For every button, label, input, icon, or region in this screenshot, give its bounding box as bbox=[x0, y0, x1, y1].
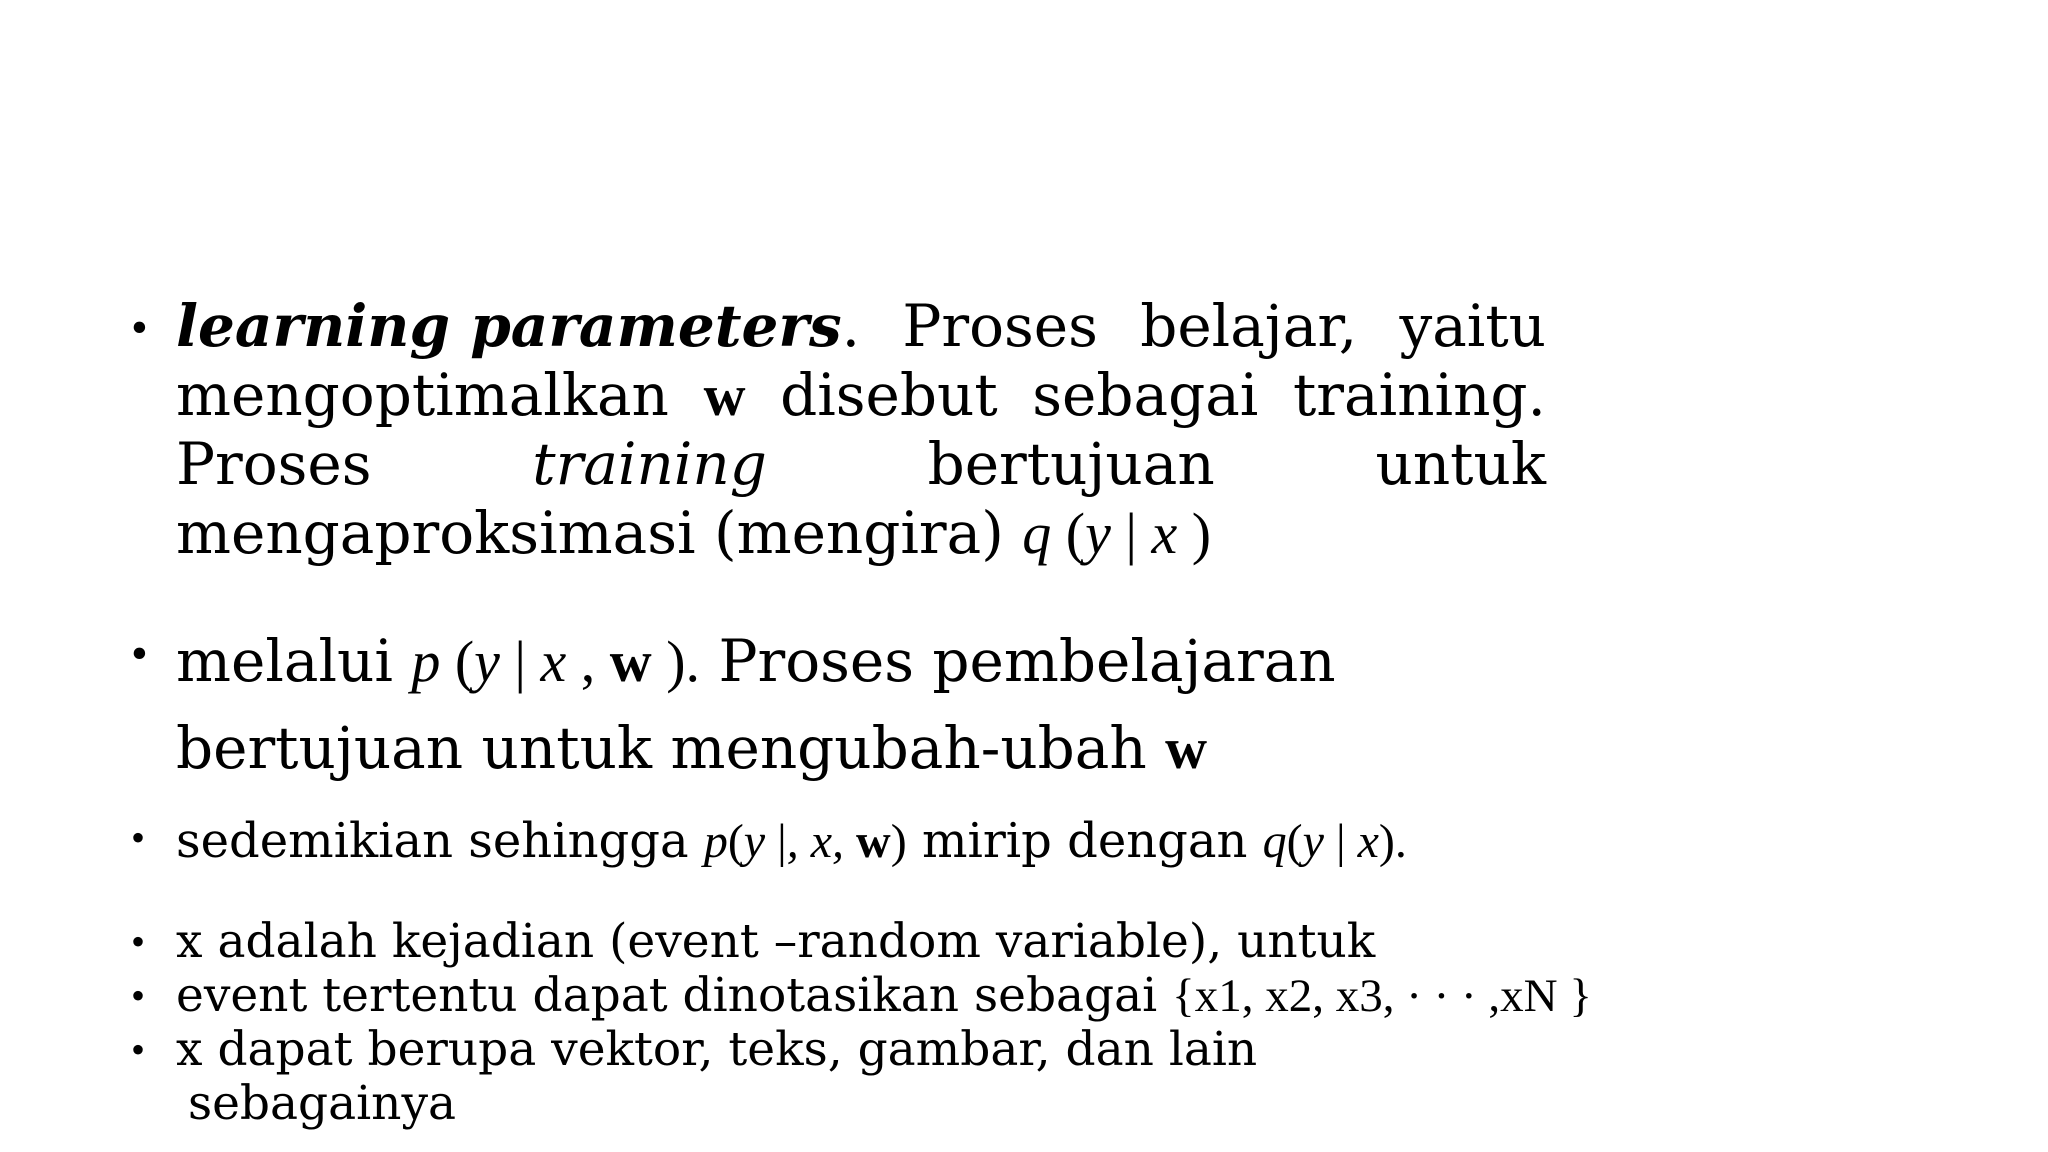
bullet-dot: • bbox=[131, 919, 146, 964]
math-x: x bbox=[1357, 815, 1379, 868]
bullet-text bbox=[176, 969, 1592, 1023]
line-1 bbox=[176, 618, 1336, 705]
math-w: w bbox=[609, 629, 652, 694]
math-w: w bbox=[1165, 716, 1208, 781]
word: mengoptimalkan bbox=[176, 361, 669, 429]
bullet-dot: • bbox=[131, 815, 146, 860]
line-2 bbox=[176, 361, 1546, 430]
math-close: ) bbox=[1177, 501, 1212, 566]
term-tail: . bbox=[841, 292, 861, 360]
math-space bbox=[844, 815, 856, 868]
set-notation: {x1, x2, x3, · · · ,xN } bbox=[1172, 970, 1592, 1022]
line-1 bbox=[176, 292, 1546, 361]
term-learning-parameters: learning parameters bbox=[176, 292, 842, 360]
line-2 bbox=[176, 705, 1336, 792]
math-close: ). bbox=[651, 629, 701, 694]
math-q: q bbox=[1262, 815, 1287, 868]
bullet-dot: • bbox=[131, 301, 148, 354]
math-w: w bbox=[703, 363, 746, 428]
line-1 bbox=[176, 812, 1407, 871]
math-x: x, bbox=[810, 815, 845, 868]
math-w: w bbox=[856, 815, 891, 868]
word-training: training bbox=[532, 430, 767, 498]
math-close: ) bbox=[890, 815, 907, 868]
bullet-text bbox=[176, 618, 1336, 792]
bullet-text bbox=[176, 812, 1407, 871]
text: x adalah kejadian (event –random variable), untuk bbox=[176, 914, 1376, 969]
text: bertujuan untuk mengubah-ubah bbox=[176, 714, 1166, 782]
word: Proses bbox=[902, 292, 1098, 360]
text: sedemikian sehingga bbox=[176, 813, 704, 869]
text: mirip dengan bbox=[906, 813, 1263, 869]
text: Proses pembelajaran bbox=[700, 627, 1336, 695]
word: sebagai bbox=[1032, 361, 1259, 429]
math-y: y bbox=[1302, 815, 1324, 868]
math-comma: , bbox=[566, 629, 610, 694]
math-y: y bbox=[474, 629, 500, 694]
math-open: ( bbox=[1051, 501, 1086, 566]
math-bar: | bbox=[1110, 501, 1152, 566]
word: Proses bbox=[176, 430, 372, 498]
bullet-dot: • bbox=[131, 1027, 146, 1072]
text: event tertentu dapat dinotasikan sebagai bbox=[176, 968, 1173, 1023]
math-bar: | bbox=[765, 815, 787, 868]
word: bertujuan bbox=[927, 430, 1215, 498]
math-bar: | bbox=[499, 629, 541, 694]
math-open: ( bbox=[1286, 815, 1303, 868]
math-bar: | bbox=[1323, 815, 1358, 868]
math-q: q bbox=[1022, 501, 1052, 566]
line-3 bbox=[176, 430, 1546, 499]
text: mengaproksimasi (mengira) bbox=[176, 499, 1023, 567]
bullet-text bbox=[176, 915, 1375, 969]
math-y: y bbox=[743, 815, 766, 868]
math-open: ( bbox=[727, 815, 744, 868]
word: training. bbox=[1293, 361, 1546, 429]
math-x: x bbox=[1151, 501, 1178, 566]
word: yaitu bbox=[1399, 292, 1546, 360]
word: untuk bbox=[1375, 430, 1546, 498]
term-group bbox=[176, 292, 860, 361]
math-p: p bbox=[411, 629, 441, 694]
text: melalui bbox=[176, 627, 412, 695]
math-y: y bbox=[1085, 501, 1111, 566]
math-x: x bbox=[540, 629, 567, 694]
line-1: x dapat berupa vektor, teks, gambar, dan lain bbox=[176, 1022, 1258, 1077]
math-comma: , bbox=[786, 815, 811, 868]
bullet-dot: • bbox=[131, 627, 148, 680]
bullet-text bbox=[176, 1023, 1257, 1131]
line-2: sebagainya bbox=[188, 1076, 457, 1131]
bullet-text bbox=[176, 292, 1546, 568]
bullet-dot: • bbox=[131, 973, 146, 1018]
math-close: ). bbox=[1378, 815, 1407, 868]
word: disebut bbox=[780, 361, 998, 429]
line-4 bbox=[176, 499, 1546, 568]
word: belajar, bbox=[1140, 292, 1358, 360]
math-open: ( bbox=[440, 629, 475, 694]
math-p: p bbox=[703, 815, 728, 868]
